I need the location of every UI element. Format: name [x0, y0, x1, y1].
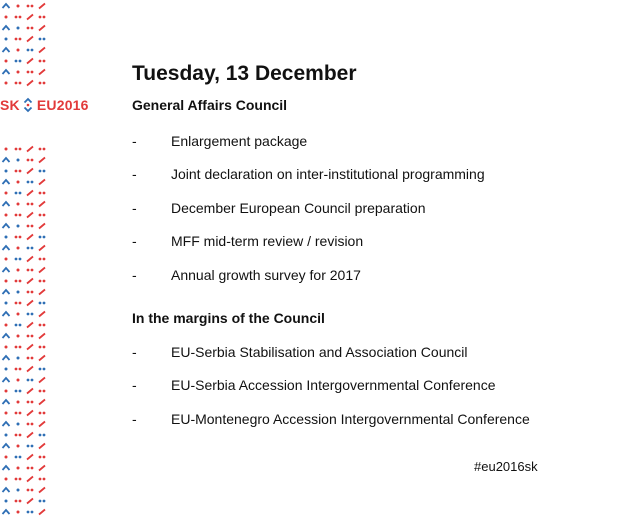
pattern-chevron-up [3, 334, 10, 338]
pattern-slash [39, 26, 45, 31]
pattern-chevron-up [3, 202, 10, 206]
pattern-dot [27, 203, 30, 206]
pattern-slash [27, 411, 33, 416]
pattern-dot [39, 478, 42, 481]
pattern-dot [15, 346, 18, 349]
pattern-dot [5, 170, 8, 173]
pattern-slash [27, 301, 33, 306]
bullet-dash: - [132, 344, 137, 360]
pattern-dot [15, 82, 18, 85]
pattern-dot [19, 302, 22, 305]
pattern-dot [43, 412, 46, 415]
pattern-chevron-up [3, 422, 10, 426]
pattern-dot [43, 280, 46, 283]
pattern-dot [15, 148, 18, 151]
pattern-dot [15, 258, 18, 261]
pattern-slash [27, 367, 33, 372]
pattern-dot [19, 214, 22, 217]
pattern-dot [39, 324, 42, 327]
pattern-dot [17, 203, 20, 206]
pattern-chevron-up [3, 356, 10, 360]
pattern-dot [39, 192, 42, 195]
pattern-dot [19, 82, 22, 85]
pattern-dot [17, 225, 20, 228]
pattern-dot [27, 159, 30, 162]
pattern-dot [27, 225, 30, 228]
pattern-dot [27, 467, 30, 470]
pattern-dot [39, 258, 42, 261]
pattern-chevron-up [3, 378, 10, 382]
pattern-slash [39, 356, 45, 361]
pattern-dot [27, 511, 30, 514]
pattern-slash [39, 202, 45, 207]
bullet-dash: - [132, 133, 137, 149]
pattern-dot [5, 500, 8, 503]
pattern-dot [43, 82, 46, 85]
pattern-dot [43, 148, 46, 151]
pattern-chevron-up [3, 466, 10, 470]
pattern-dot [43, 324, 46, 327]
pattern-slash [27, 433, 33, 438]
pattern-dot [15, 192, 18, 195]
pattern-dot [31, 357, 34, 360]
pattern-dot [17, 27, 20, 30]
pattern-slash [27, 213, 33, 218]
pattern-dot [19, 60, 22, 63]
pattern-dot [15, 390, 18, 393]
pattern-chevron-up [3, 268, 10, 272]
pattern-dot [19, 258, 22, 261]
pattern-dot [31, 203, 34, 206]
pattern-slash [39, 312, 45, 317]
pattern-dot [17, 489, 20, 492]
pattern-dot [31, 49, 34, 52]
pattern-dot [17, 511, 20, 514]
pattern-slash [27, 235, 33, 240]
pattern-dot [17, 269, 20, 272]
pattern-chevron-up [3, 510, 10, 514]
pattern-slash [39, 334, 45, 339]
pattern-slash [39, 4, 45, 9]
pattern-slash [39, 488, 45, 493]
pattern-dot [19, 170, 22, 173]
bullet-dash: - [132, 200, 137, 216]
pattern-dot [15, 456, 18, 459]
pattern-chevron-up [3, 400, 10, 404]
pattern-dot [19, 38, 22, 41]
pattern-chevron-up [3, 312, 10, 316]
pattern-slash [39, 400, 45, 405]
list-item-text: EU-Serbia Accession Intergovernmental Conference [171, 377, 496, 393]
pattern-dot [17, 467, 20, 470]
pattern-dot [39, 60, 42, 63]
pattern-dot [15, 500, 18, 503]
pattern-dot [31, 423, 34, 426]
bullet-dash: - [132, 267, 137, 283]
pattern-dot [5, 456, 8, 459]
bullet-dash: - [132, 233, 137, 249]
pattern-dot [31, 511, 34, 514]
pattern-dot [17, 247, 20, 250]
pattern-dot [15, 302, 18, 305]
pattern-slash [27, 169, 33, 174]
pattern-dot [39, 390, 42, 393]
pattern-dot [27, 291, 30, 294]
pattern-slash [39, 444, 45, 449]
pattern-dot [15, 412, 18, 415]
pattern-slash [27, 191, 33, 196]
pattern-slash [39, 466, 45, 471]
pattern-slash [27, 257, 33, 262]
pattern-slash [27, 389, 33, 394]
pattern-dot [39, 412, 42, 415]
pattern-dot [5, 214, 8, 217]
pattern-dot [27, 27, 30, 30]
pattern-chevron-up [3, 290, 10, 294]
pattern-dot [31, 445, 34, 448]
pattern-dot [15, 16, 18, 19]
pattern-slash [27, 455, 33, 460]
pattern-dot [17, 49, 20, 52]
pattern-dot [5, 280, 8, 283]
pattern-slash [27, 59, 33, 64]
pattern-chevron-up [3, 180, 10, 184]
pattern-dot [5, 148, 8, 151]
pattern-dot [15, 214, 18, 217]
pattern-dot [17, 401, 20, 404]
pattern-slash [39, 180, 45, 185]
pattern-dot [43, 38, 46, 41]
pattern-dot [17, 313, 20, 316]
pattern-dot [39, 500, 42, 503]
logo-text-sk: SK [0, 97, 20, 113]
pattern-dot [5, 38, 8, 41]
pattern-slash [39, 268, 45, 273]
pattern-dot [31, 225, 34, 228]
pattern-slash [27, 499, 33, 504]
pattern-dot [15, 434, 18, 437]
pattern-dot [39, 236, 42, 239]
pattern-dot [39, 456, 42, 459]
list-item-text: EU-Serbia Stabilisation and Association Council [171, 344, 468, 360]
pattern-dot [43, 60, 46, 63]
pattern-dot [27, 49, 30, 52]
pattern-dot [5, 434, 8, 437]
pattern-dot [5, 302, 8, 305]
pattern-dot [15, 478, 18, 481]
pattern-dot [17, 5, 20, 8]
pattern-slash [27, 323, 33, 328]
pattern-dot [19, 500, 22, 503]
pattern-dot [17, 423, 20, 426]
pattern-dot [19, 280, 22, 283]
pattern-dot [27, 5, 30, 8]
pattern-chevron-up [3, 70, 10, 74]
pattern-dot [39, 170, 42, 173]
pattern-dot [31, 27, 34, 30]
pattern-dot [17, 335, 20, 338]
pattern-dot [15, 280, 18, 283]
logo-text-eu2016: EU2016 [36, 97, 89, 113]
pattern-dot [39, 82, 42, 85]
pattern-dot [27, 335, 30, 338]
pattern-dot [19, 368, 22, 371]
pattern-dot [27, 269, 30, 272]
pattern-dot [43, 236, 46, 239]
pattern-slash [39, 246, 45, 251]
pattern-dot [17, 379, 20, 382]
pattern-dot [19, 324, 22, 327]
pattern-dot [15, 170, 18, 173]
pattern-dot [43, 192, 46, 195]
pattern-slash [27, 279, 33, 284]
pattern-dot [27, 489, 30, 492]
pattern-dot [5, 390, 8, 393]
pattern-dot [5, 368, 8, 371]
pattern-dot [5, 346, 8, 349]
pattern-dot [43, 478, 46, 481]
pattern-dot [19, 412, 22, 415]
pattern-dot [43, 214, 46, 217]
list-item-text: Enlargement package [171, 133, 308, 149]
pattern-chevron-up [3, 158, 10, 162]
pattern-dot [31, 335, 34, 338]
pattern-dot [39, 280, 42, 283]
pattern-slash [27, 37, 33, 42]
page-title: Tuesday, 13 December [132, 62, 357, 85]
logo-mark-icon [23, 97, 33, 113]
pattern-dot [17, 445, 20, 448]
pattern-dot [15, 368, 18, 371]
list-item-text: Annual growth survey for 2017 [171, 267, 361, 283]
bullet-dash: - [132, 166, 137, 182]
pattern-slash [39, 422, 45, 427]
pattern-dot [27, 401, 30, 404]
pattern-slash [27, 147, 33, 152]
pattern-dot [15, 236, 18, 239]
pattern-dot [31, 313, 34, 316]
pattern-chevron-up [3, 4, 10, 8]
pattern-dot [43, 170, 46, 173]
pattern-dot [5, 412, 8, 415]
pattern-dot [5, 60, 8, 63]
pattern-dot [27, 357, 30, 360]
pattern-dot [17, 291, 20, 294]
list-item-text: Joint declaration on inter-institutional programming [171, 166, 485, 182]
pattern-dot [31, 379, 34, 382]
pattern-dot [5, 236, 8, 239]
pattern-dot [43, 302, 46, 305]
pattern-slash [27, 15, 33, 20]
list-item-text: EU-Montenegro Accession Intergovernmental Conference [171, 411, 530, 427]
section-heading-general-affairs: General Affairs Council [132, 97, 288, 113]
pattern-dot [43, 390, 46, 393]
pattern-slash [39, 70, 45, 75]
pattern-dot [5, 192, 8, 195]
pattern-dot [39, 302, 42, 305]
pattern-dot [43, 258, 46, 261]
pattern-dot [39, 346, 42, 349]
pattern-dot [5, 82, 8, 85]
pattern-dot [19, 192, 22, 195]
pattern-dot [15, 324, 18, 327]
pattern-dot [31, 247, 34, 250]
section-heading-margins: In the margins of the Council [132, 310, 325, 326]
pattern-dot [27, 71, 30, 74]
list-item-text: MFF mid-term review / revision [171, 233, 364, 249]
pattern-dot [5, 324, 8, 327]
list-item-text: December European Council preparation [171, 200, 426, 216]
pattern-dot [39, 368, 42, 371]
pattern-slash [39, 290, 45, 295]
pattern-dot [19, 456, 22, 459]
pattern-dot [43, 368, 46, 371]
pattern-dot [19, 346, 22, 349]
presidency-logo [0, 97, 89, 113]
pattern-dot [27, 313, 30, 316]
pattern-slash [39, 48, 45, 53]
pattern-slash [27, 81, 33, 86]
pattern-dot [31, 467, 34, 470]
pattern-dot [19, 148, 22, 151]
pattern-dot [5, 258, 8, 261]
pattern-slash [27, 345, 33, 350]
pattern-chevron-up [3, 246, 10, 250]
hashtag: #eu2016sk [474, 459, 538, 474]
pattern-dot [39, 214, 42, 217]
pattern-dot [39, 38, 42, 41]
pattern-slash [27, 477, 33, 482]
pattern-dot [31, 269, 34, 272]
pattern-slash [39, 224, 45, 229]
pattern-dot [19, 434, 22, 437]
pattern-chevron-up [3, 48, 10, 52]
pattern-dot [39, 16, 42, 19]
pattern-dot [17, 357, 20, 360]
bullet-dash: - [132, 377, 137, 393]
pattern-dot [19, 16, 22, 19]
pattern-dot [5, 478, 8, 481]
pattern-dot [39, 434, 42, 437]
pattern-dot [27, 379, 30, 382]
pattern-chevron-up [3, 26, 10, 30]
pattern-dot [43, 346, 46, 349]
pattern-dot [5, 16, 8, 19]
pattern-dot [31, 291, 34, 294]
pattern-dot [27, 247, 30, 250]
pattern-dot [31, 5, 34, 8]
pattern-slash [39, 158, 45, 163]
pattern-dot [43, 456, 46, 459]
pattern-dot [15, 60, 18, 63]
pattern-dot [17, 71, 20, 74]
pattern-dot [43, 500, 46, 503]
pattern-dot [15, 38, 18, 41]
pattern-dot [31, 71, 34, 74]
pattern-dot [39, 148, 42, 151]
pattern-dot [17, 181, 20, 184]
bullet-dash: - [132, 411, 137, 427]
pattern-slash [39, 510, 45, 515]
pattern-dot [19, 478, 22, 481]
pattern-dot [43, 16, 46, 19]
pattern-dot [31, 401, 34, 404]
pattern-dot [27, 423, 30, 426]
pattern-dot [27, 445, 30, 448]
pattern-dot [19, 236, 22, 239]
pattern-slash [39, 378, 45, 383]
pattern-dot [31, 159, 34, 162]
pattern-dot [27, 181, 30, 184]
decorative-pattern-stripe [0, 0, 50, 520]
pattern-dot [17, 159, 20, 162]
pattern-chevron-up [3, 444, 10, 448]
pattern-dot [43, 434, 46, 437]
pattern-dot [31, 181, 34, 184]
pattern-chevron-up [3, 224, 10, 228]
pattern-dot [19, 390, 22, 393]
pattern-chevron-up [3, 488, 10, 492]
pattern-dot [31, 489, 34, 492]
